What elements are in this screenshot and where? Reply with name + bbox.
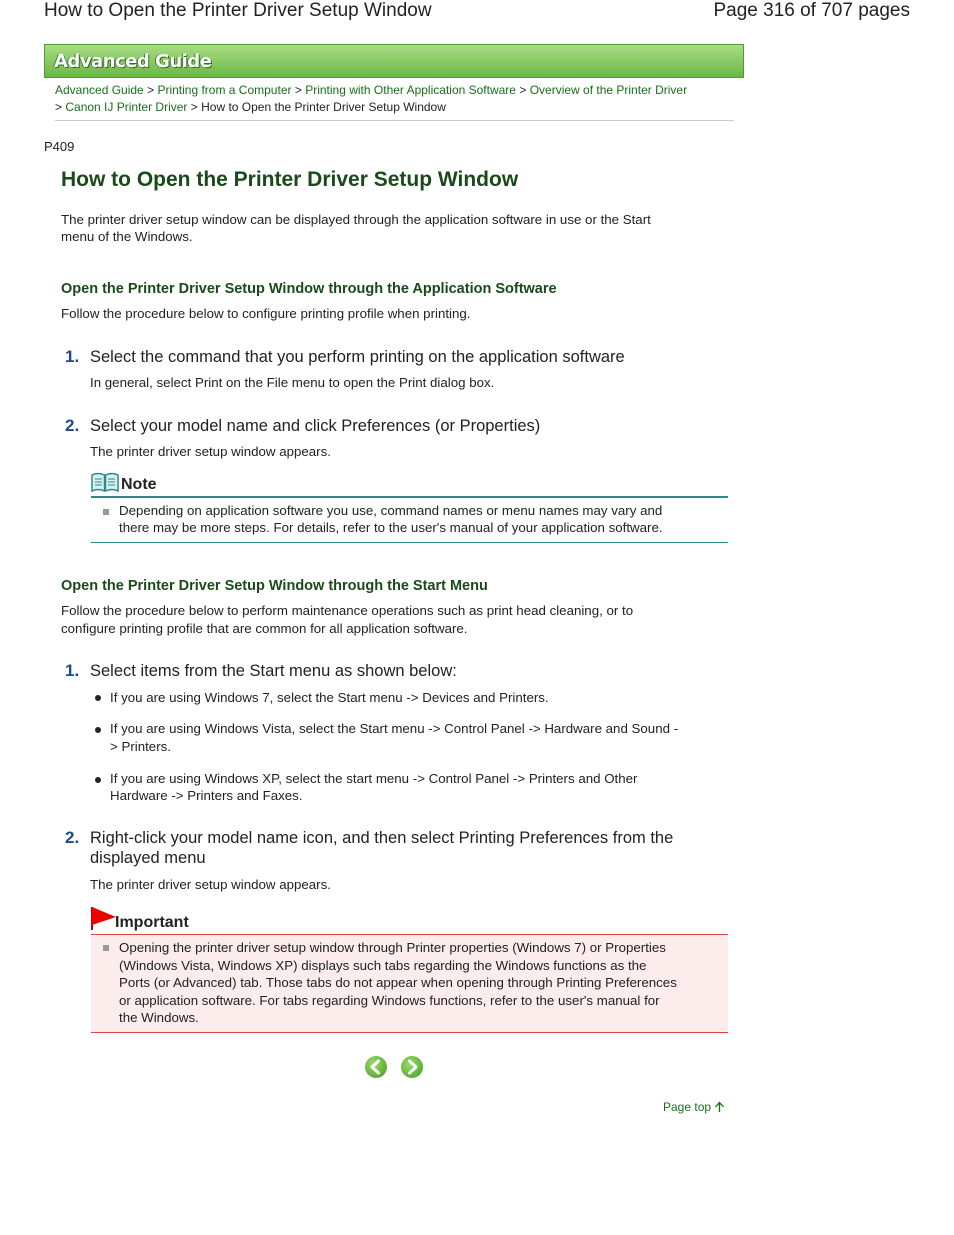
section-start-menu-heading: Open the Printer Driver Setup Window through the Start Menu bbox=[61, 578, 488, 594]
document-title: How to Open the Printer Driver Setup Window bbox=[44, 0, 432, 21]
bullet-icon bbox=[95, 727, 101, 733]
breadcrumb-separator: > bbox=[519, 83, 527, 97]
note-text-line-1: Depending on application software you use, command names or menu names may vary and bbox=[119, 503, 663, 518]
section-app-software-desc: Follow the procedure below to configure printing profile when printing. bbox=[61, 306, 471, 321]
step-title: Select items from the Start menu as shown below: bbox=[90, 662, 457, 680]
bullet-text: > Printers. bbox=[110, 739, 171, 754]
bullet-text: If you are using Windows XP, select the start menu -> Control Panel -> Printers and Other bbox=[110, 771, 638, 786]
important-text-line: or application software. For tabs regarding Windows functions, refer to the user's manual for bbox=[119, 993, 660, 1008]
important-text-line: (Windows Vista, Windows XP) displays such tabs regarding the Windows functions as the bbox=[119, 958, 647, 973]
note-box bbox=[91, 498, 728, 543]
important-box bbox=[91, 935, 728, 1033]
previous-page-button[interactable] bbox=[365, 1056, 387, 1078]
step-detail: In general, select Print on the File menu to open the Print dialog box. bbox=[90, 375, 495, 390]
breadcrumb-divider bbox=[55, 120, 734, 121]
step-title: Right-click your model name icon, and then select Printing Preferences from the bbox=[90, 829, 674, 847]
note-label: Note bbox=[121, 476, 157, 493]
red-flag-icon bbox=[91, 905, 117, 931]
step-title: Select the command that you perform printing on the application software bbox=[90, 348, 625, 366]
important-text-line: the Windows. bbox=[119, 1010, 199, 1025]
bullet-icon bbox=[95, 695, 101, 701]
page-counter: Page 316 of 707 pages bbox=[713, 0, 910, 21]
section-app-software-heading: Open the Printer Driver Setup Window through the Application Software bbox=[61, 281, 557, 297]
breadcrumb-separator: > bbox=[55, 100, 63, 114]
intro-line-2: menu of the Windows. bbox=[61, 229, 193, 244]
arrow-right-icon bbox=[401, 1056, 423, 1078]
step-title: Select your model name and click Preferences (or Properties) bbox=[90, 417, 541, 435]
step-title: displayed menu bbox=[90, 849, 206, 867]
breadcrumb-separator: > bbox=[294, 83, 302, 97]
breadcrumb-current: How to Open the Printer Driver Setup Window bbox=[201, 100, 446, 114]
page-top-label: Page top bbox=[663, 1100, 712, 1114]
note-header bbox=[91, 472, 728, 498]
important-text-line: Opening the printer driver setup window through Printer properties (Windows 7) or Properties bbox=[119, 940, 666, 955]
step-detail: The printer driver setup window appears. bbox=[90, 444, 331, 459]
bullet-text: If you are using Windows Vista, select the Start menu -> Control Panel -> Hardware and Sound - bbox=[110, 721, 679, 736]
breadcrumb-canon-ij-printer-driver[interactable]: Canon IJ Printer Driver bbox=[65, 100, 188, 114]
breadcrumb-printing-from-computer[interactable]: Printing from a Computer bbox=[157, 83, 292, 97]
square-bullet-icon bbox=[103, 509, 109, 515]
page-id: P409 bbox=[44, 139, 75, 154]
step-number: 2. bbox=[65, 828, 80, 847]
step-detail: The printer driver setup window appears. bbox=[90, 877, 331, 892]
bullet-icon bbox=[95, 777, 101, 783]
important-label: Important bbox=[115, 914, 189, 931]
important-header bbox=[91, 905, 728, 935]
breadcrumb-other-application-software[interactable]: Printing with Other Application Software bbox=[305, 83, 516, 97]
arrow-up-icon bbox=[714, 1101, 725, 1113]
page-top-link[interactable] bbox=[663, 1100, 725, 1114]
advanced-guide-banner bbox=[44, 44, 744, 78]
important-text-line: Ports (or Advanced) tab. Those tabs do not appear when opening through Printing Preferences bbox=[119, 975, 677, 990]
bullet-text: If you are using Windows 7, select the Start menu -> Devices and Printers. bbox=[110, 690, 549, 705]
next-page-button[interactable] bbox=[401, 1056, 423, 1078]
square-bullet-icon bbox=[103, 945, 109, 951]
bullet-text: Hardware -> Printers and Faxes. bbox=[110, 788, 303, 803]
step-number: 1. bbox=[65, 347, 80, 366]
banner-label: Advanced Guide bbox=[54, 51, 212, 72]
section-start-menu-desc-1: Follow the procedure below to perform maintenance operations such as print head cleaning, or to bbox=[61, 603, 634, 618]
breadcrumb bbox=[55, 82, 735, 116]
breadcrumb-overview-printer-driver[interactable]: Overview of the Printer Driver bbox=[529, 83, 688, 97]
breadcrumb-separator: > bbox=[147, 83, 155, 97]
book-icon bbox=[91, 472, 119, 492]
note-text-line-2: there may be more steps. For details, refer to the user's manual of your application software. bbox=[119, 520, 663, 535]
breadcrumb-separator: > bbox=[190, 100, 198, 114]
step-number: 2. bbox=[65, 416, 80, 435]
page-title: How to Open the Printer Driver Setup Window bbox=[61, 168, 519, 191]
step-number: 1. bbox=[65, 661, 80, 680]
intro-line-1: The printer driver setup window can be displayed through the application software in use or the Start bbox=[61, 212, 651, 227]
section-start-menu-desc-2: configure printing profile that are common for all application software. bbox=[61, 621, 468, 636]
breadcrumb-advanced-guide[interactable]: Advanced Guide bbox=[55, 83, 144, 97]
arrow-left-icon bbox=[365, 1056, 387, 1078]
